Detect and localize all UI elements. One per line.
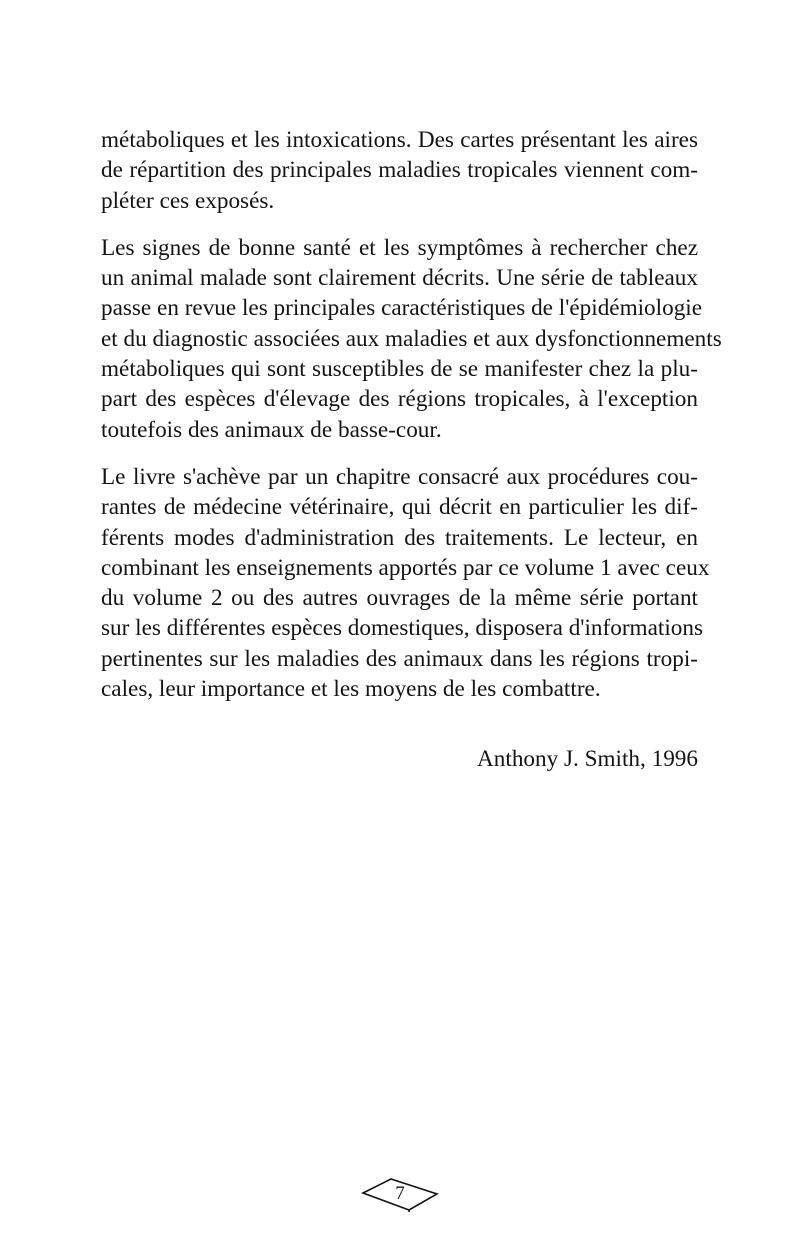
page-body [101,125,722,721]
text-line: pertinentes sur les maladies des animaux dans les régions tropi- [101,645,698,672]
text-line: un animal malade sont clairement décrits. Une série de tableaux [101,265,698,292]
author-signature: Anthony J. Smith, 1996 [477,746,698,772]
text-line: férents modes d'administration des traitements. Le lecteur, en [101,524,698,551]
text-line: métaboliques qui sont susceptibles de se manifester chez la plu- [101,356,698,383]
text-line: passe en revue les principales caractéristiques de l'épidémiologie [101,295,703,322]
text-line: toutefois des animaux de basse-cour. [101,416,442,443]
text-line: cales, leur importance et les moyens de les combattre. [101,676,601,703]
text-line: et du diagnostic associées aux maladies et aux dysfonctionnements [101,325,722,352]
text-line: part des espèces d'élevage des régions tropicales, à l'exception [101,386,698,413]
paragraph-2 [101,233,722,445]
page-number-badge [361,1176,439,1213]
text-line: de répartition des principales maladies tropicales viennent com- [101,157,698,184]
text-line: métaboliques et les intoxications. Des cartes présentant les aires [101,127,698,153]
text-line: sur les différentes espèces domestiques, disposera d'informations [101,615,703,642]
text-line: pléter ces exposés. [101,187,275,214]
text-line: combinant les enseignements apportés par ce volume 1 avec ceux [101,554,710,581]
text-line: Les signes de bonne santé et les symptômes à rechercher chez [101,234,698,261]
paragraph-3 [101,462,710,704]
page-number: 7 [395,1183,405,1204]
text-line: du volume 2 ou des autres ouvrages de la même série portant [101,585,698,612]
text-line: Le livre s'achève par un chapitre consacré aux procédures cou- [101,463,698,490]
paragraph-1 [101,125,698,216]
text-line: rantes de médecine vétérinaire, qui décrit en particulier les dif- [101,494,698,521]
